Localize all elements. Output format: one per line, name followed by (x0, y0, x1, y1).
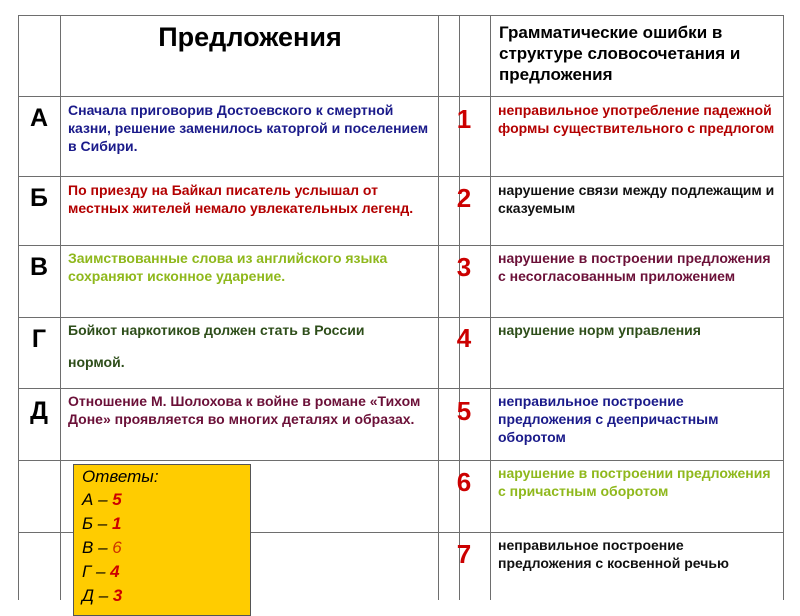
answer-row (82, 586, 122, 606)
sentence-text: Бойкот наркотиков должен стать в России (68, 322, 365, 338)
error-text: неправильное построение предложения с косвенной речью (498, 537, 729, 571)
answer-letter: Б (82, 514, 94, 533)
sentence-letter: Б (30, 184, 48, 212)
answer-row (82, 514, 121, 534)
sentence-letter: В (29, 253, 49, 281)
answer-separator: – (91, 562, 111, 581)
answer-separator: – (93, 586, 113, 605)
answers-box (73, 464, 251, 616)
grid-line (459, 15, 460, 600)
grid-line (783, 15, 784, 600)
error-text: нарушение в построении предложения с несогласованным приложением (498, 250, 771, 284)
error-number: 6 (456, 467, 472, 497)
sentence-text: Сначала приговорив Достоевского к смертной казни, решение заменилось каторгой и поселением в Сибири. (68, 102, 429, 154)
answer-row (82, 538, 122, 558)
grid-line (18, 15, 19, 600)
sentence-text: Отношение М. Шолохова к войне в романе «Тихом Доне» проявляется во многих деталях и образах. (68, 393, 421, 427)
sentences-header: Предложения (158, 22, 342, 52)
answer-number: 3 (112, 586, 123, 605)
grid-line (60, 15, 61, 600)
answer-separator: – (93, 538, 113, 557)
error-number: 2 (456, 183, 472, 213)
answer-number: 4 (110, 562, 120, 581)
grid-line (18, 388, 783, 389)
grid-line (18, 317, 783, 318)
error-text: нарушение связи между подлежащим и сказуемым (498, 182, 775, 216)
error-number: 7 (456, 539, 472, 569)
grid-line (18, 15, 783, 16)
sentence-text: По приезду на Байкал писатель услышал от местных жителей немало увлекательных легенд. (68, 182, 414, 216)
error-number: 4 (456, 323, 472, 353)
answer-number: 1 (111, 514, 122, 533)
answer-letter: Г (82, 562, 92, 581)
grid-line (18, 176, 783, 177)
grid-line (490, 15, 491, 600)
answers-title: Ответы: (82, 467, 159, 486)
grid-line (438, 15, 439, 600)
answer-separator: – (93, 490, 113, 509)
error-text: неправильное построение предложения с деепричастным оборотом (498, 393, 719, 445)
sentence-text: Заимствованные слова из английского языка сохраняют исконное ударение. (68, 250, 388, 284)
error-text: неправильное употребление падежной формы существительного с предлогом (498, 102, 775, 136)
error-number: 1 (456, 104, 472, 134)
answer-row (82, 490, 122, 510)
answer-letter: А (82, 490, 94, 509)
grid-line (18, 460, 783, 461)
grid-line (18, 96, 783, 97)
errors-header: Грамматические ошибки в структуре словосочетания и предложения (499, 23, 741, 84)
answer-number: 5 (112, 490, 122, 509)
answer-row (82, 562, 120, 582)
error-number: 5 (456, 396, 472, 426)
error-number: 3 (456, 252, 472, 282)
sentence-letter: Д (30, 397, 48, 425)
answer-number: 6 (112, 538, 122, 557)
answer-letter: В (82, 538, 94, 557)
answer-separator: – (93, 514, 112, 533)
grid-line (18, 245, 783, 246)
error-text: нарушение в построении предложения с причастным оборотом (498, 465, 771, 499)
error-text: нарушение норм управления (498, 322, 701, 338)
sentence-letter: А (29, 104, 49, 132)
answer-letter: Д (82, 586, 94, 605)
sentence-letter: Г (31, 325, 47, 353)
sentence-text: нормой. (68, 354, 125, 370)
